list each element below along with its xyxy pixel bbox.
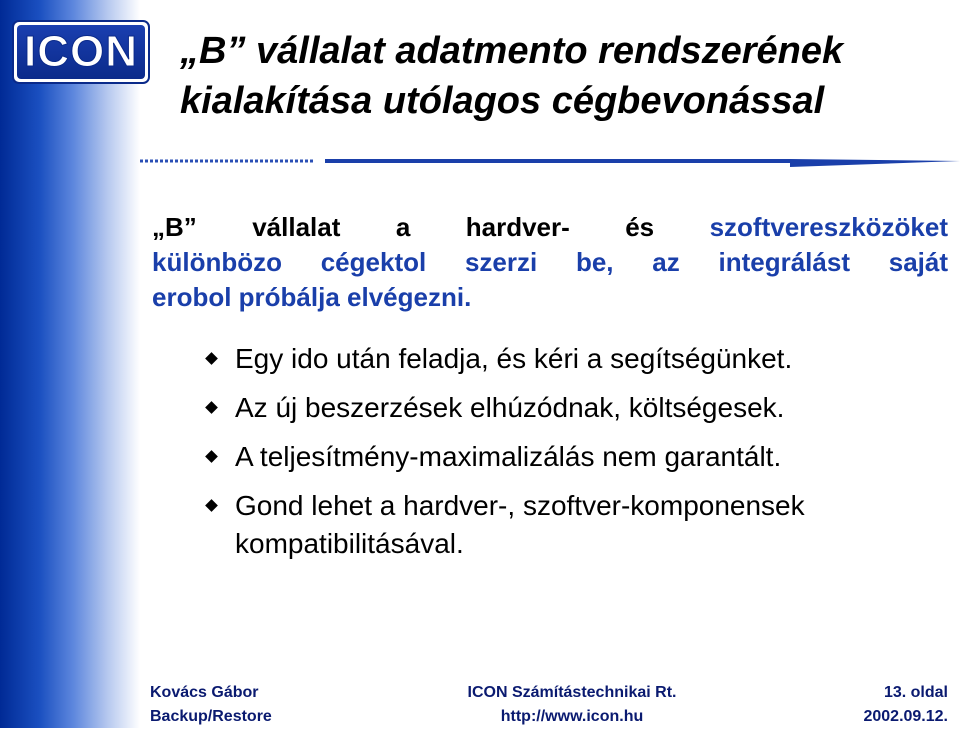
- bullet-item: [204, 340, 954, 378]
- footer-left: [150, 681, 272, 729]
- title-divider: [140, 154, 960, 174]
- logo-text: ICON: [24, 27, 138, 76]
- main-paragraph-line-3: erobol próbálja elvégezni.: [152, 282, 472, 312]
- footer-center: [452, 681, 692, 729]
- footer-author: Kovács Gábor: [150, 684, 259, 701]
- icon-logo: [12, 20, 150, 84]
- bullet-item: [204, 487, 954, 563]
- diamond-bullet-icon: [205, 450, 218, 463]
- diamond-bullet-icon: [205, 401, 218, 414]
- main-paragraph-line-1: [152, 210, 948, 245]
- footer-date: 2002.09.12.: [863, 708, 948, 725]
- title-line-2: kialakítása utólagos cégbevonással: [180, 80, 825, 122]
- diamond-bullet-icon: [205, 352, 218, 365]
- footer-topic: Backup/Restore: [150, 708, 272, 725]
- bullet-text: A teljesítmény-maximalizálás nem garantált.: [235, 441, 782, 472]
- bullet-list: [204, 340, 954, 574]
- bullet-item: [204, 438, 954, 476]
- main-paragraph-line-2: különbözo cégektol szerzi be, az integrálást saját: [152, 247, 948, 277]
- main-paragraph-line-1a: „B” vállalat a hardver- és: [152, 212, 710, 242]
- footer-company: ICON Számítástechnikai Rt.: [467, 684, 677, 701]
- footer-right: [863, 681, 948, 729]
- title-line-1: „B” vállalat adatmento rendszerének: [180, 30, 844, 72]
- bullet-text: Gond lehet a hardver-, szoftver-komponensek kompatibilitásával.: [235, 490, 805, 559]
- main-paragraph: [152, 210, 948, 315]
- logo-plate: [17, 25, 145, 79]
- bullet-item: [204, 389, 954, 427]
- slide-footer: [0, 681, 960, 728]
- slide-title: [180, 26, 950, 126]
- footer-url: http://www.icon.hu: [500, 708, 644, 725]
- diamond-bullet-icon: [205, 499, 218, 512]
- sidebar-gradient: [0, 0, 140, 728]
- footer-page-number: 13. oldal: [883, 684, 948, 701]
- bullet-text: Az új beszerzések elhúzódnak, költségesek.: [235, 392, 785, 423]
- bullet-text: Egy ido után feladja, és kéri a segítségünket.: [235, 343, 793, 374]
- main-paragraph-line-1b: szoftvereszközöket: [709, 212, 948, 242]
